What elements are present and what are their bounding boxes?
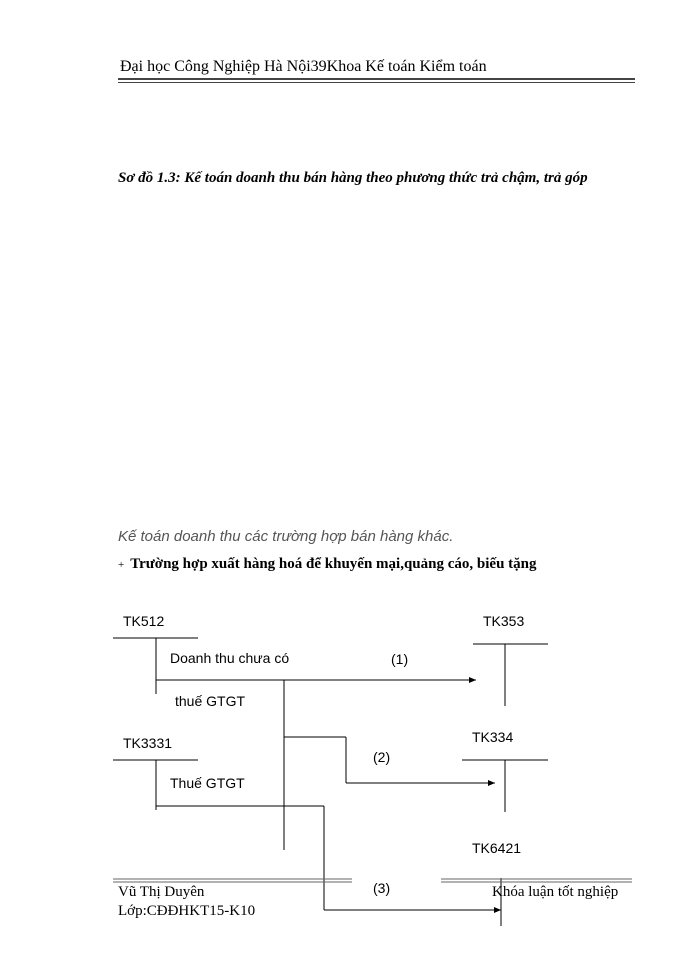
footer-doc-type: Khóa luận tốt nghiệp	[492, 884, 619, 900]
section-subtitle: Kế toán doanh thu các trường hợp bán hàng khác.	[118, 528, 454, 545]
bullet: +	[118, 559, 125, 571]
label-vat: Thuế GTGT	[170, 775, 245, 791]
account-tk6421: TK6421	[472, 840, 522, 856]
account-tk334: TK334	[472, 729, 514, 745]
footer-class: Lớp:CĐĐHKT15-K10	[118, 903, 256, 919]
flow-label-2: (2)	[373, 749, 391, 765]
label-revenue-line2: thuế GTGT	[175, 693, 246, 709]
flow-label-3: (3)	[373, 880, 391, 896]
account-tk512: TK512	[123, 613, 165, 629]
diagram-title: Sơ đồ 1.3: Kế toán doanh thu bán hàng theo phương thức trả chậm, trả góp	[118, 170, 588, 186]
account-tk353: TK353	[483, 613, 525, 629]
page-header: Đại học Công Nghiệp Hà Nội39Khoa Kế toán Kiểm toán	[120, 58, 487, 75]
footer-author: Vũ Thị Duyên	[118, 884, 205, 900]
case-text: Trường hợp xuất hàng hoá để khuyến mại,quảng cáo, biếu tặng	[130, 556, 537, 572]
account-tk3331: TK3331	[123, 735, 173, 751]
label-revenue-line1: Doanh thu chưa có	[170, 650, 290, 666]
flow-label-1: (1)	[391, 651, 409, 667]
